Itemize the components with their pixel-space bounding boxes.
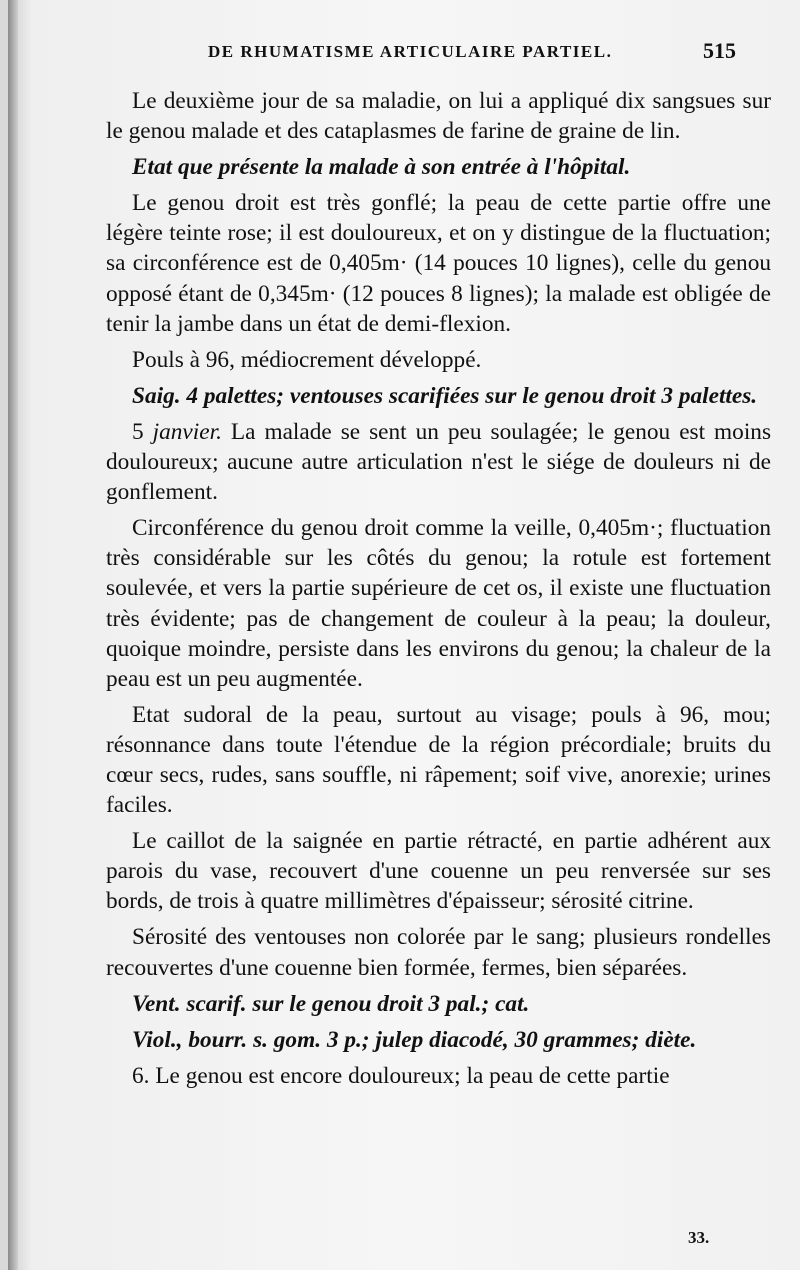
date-label: janvier. xyxy=(152,418,222,445)
day-number: 5 xyxy=(132,418,144,445)
prescription: Viol., bourr. s. gom. 3 p.; julep diacodé, 30 grammes; diète. xyxy=(132,1026,697,1053)
section-heading: Etat que présente la malade à son entrée à l'hôpital. xyxy=(132,154,631,181)
paragraph: Le deuxième jour de sa maladie, on lui a appliqué dix sangsues sur le genou malade et des cataplasmes de farine de graine de lin. xyxy=(106,88,771,145)
running-title: DE RHUMATISME ARTICULAIRE PARTIEL. xyxy=(208,42,613,61)
paragraph: Pouls à 96, médiocrement développé. xyxy=(132,346,482,373)
prescription: Vent. scarif. sur le genou droit 3 pal.; cat. xyxy=(132,990,530,1017)
entry-text: La malade se sent un peu soulagée; le genou est moins douloureux; aucune autre articulation n'est le siége de douleurs ni de gonflement. xyxy=(106,418,772,506)
paragraph: Sérosité des ventouses non colorée par le sang; plusieurs rondelles recouvertes d'une couenne bien formée, fermes, bien séparées. xyxy=(106,924,771,981)
paragraph: Le genou droit est très gonflé; la peau de cette partie offre une légère teinte rose; il est douloureux, et on y distingue de la fluctuation; sa circonférence est de 0,405m· (14 pouces 10 lignes), celle du genou opposé étant de 0,345m· (12 pouces 8 lignes); la malade est obligée de tenir la jambe dans un état de demi-flexion. xyxy=(106,190,771,337)
dated-entry xyxy=(106,1061,771,1091)
signature-mark: 33. xyxy=(688,1228,710,1247)
paragraph: Le caillot de la saignée en partie rétracté, en partie adhérent aux parois du vase, recouvert d'une couenne un peu renversée sur ses bords, de trois à quatre millimètres d'épaisseur; sérosité citrine. xyxy=(106,828,771,915)
dated-entry xyxy=(106,417,771,507)
paragraph: Circonférence du genou droit comme la veille, 0,405m·; fluctuation très considérable sur les côtés du genou; la rotule est fortement soulevée, et vers la partie supérieure de cet os, il existe une fluctuation très évidente; pas de changement de couleur à la peau; la douleur, quoique moindre, persiste dans les environs du genou; la chaleur de la peau est un peu augmentée. xyxy=(106,515,771,692)
book-page xyxy=(8,0,800,1270)
body-text xyxy=(106,86,771,1097)
prescription: Saig. 4 palettes; ventouses scarifiées sur le genou droit 3 palettes. xyxy=(132,382,758,409)
page-gutter xyxy=(8,0,18,1270)
entry-text: Le genou est encore douloureux; la peau de cette partie xyxy=(155,1062,670,1089)
page-header xyxy=(118,38,778,68)
page-number: 515 xyxy=(703,38,736,63)
paragraph: Etat sudoral de la peau, surtout au visage; pouls à 96, mou; résonnance dans toute l'étendue de la région précordiale; bruits du cœur secs, rudes, sans souffle, ni râpement; soif vive, anorexie; urines faciles. xyxy=(106,701,771,819)
day-number: 6. xyxy=(132,1062,150,1089)
